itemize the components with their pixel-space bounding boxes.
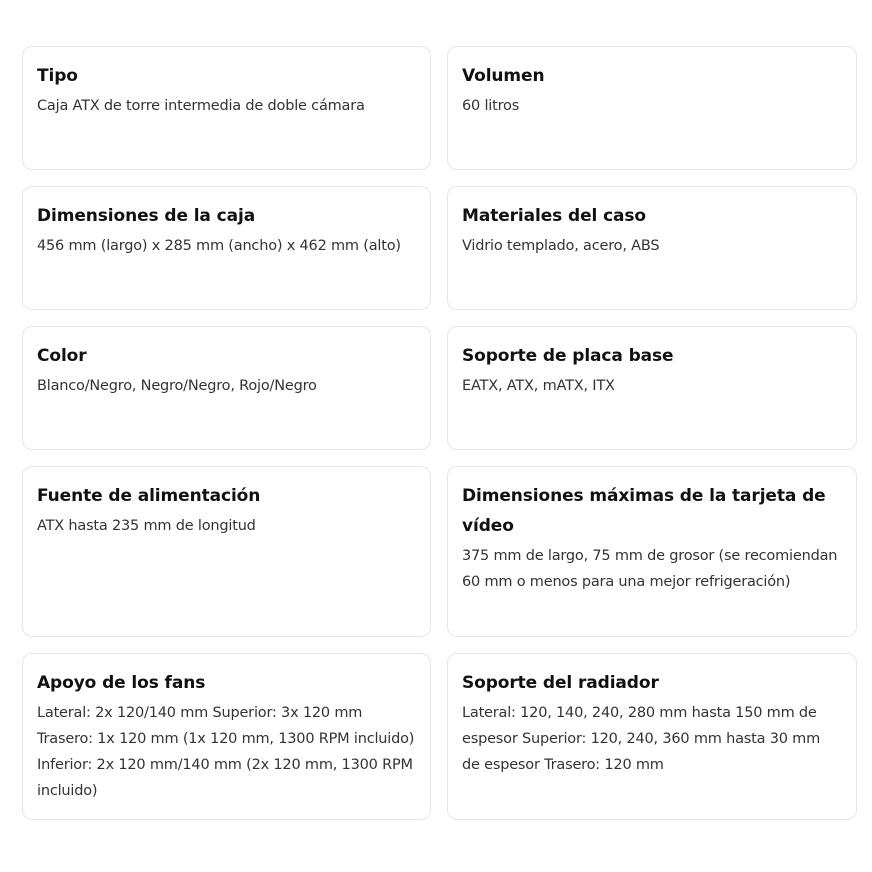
- spec-card-tipo: [22, 46, 431, 170]
- spec-card-placa-base: [447, 326, 857, 450]
- spec-card-radiador: [447, 653, 857, 820]
- spec-title: Materiales del caso: [462, 206, 647, 226]
- spec-title: Soporte de placa base: [462, 346, 674, 366]
- spec-card-fans: [22, 653, 431, 820]
- spec-title: Soporte del radiador: [462, 673, 659, 693]
- spec-value: 456 mm (largo) x 285 mm (ancho) x 462 mm (alto): [37, 238, 401, 254]
- spec-value: Blanco/Negro, Negro/Negro, Rojo/Negro: [37, 378, 317, 394]
- spec-title: Dimensiones de la caja: [37, 206, 256, 226]
- spec-card-color: [22, 326, 431, 450]
- spec-value: Lateral: 2x 120/140 mm Superior: 3x 120 mm Trasero: 1x 120 mm (1x 120 mm, 1300 RPM incluido) Inferior: 2x 120 mm/140 mm (2x 120 mm, 1300 RPM incluido): [37, 705, 415, 799]
- spec-card-dimensiones: [22, 186, 431, 310]
- spec-value: EATX, ATX, mATX, ITX: [462, 378, 615, 394]
- spec-title: Tipo: [37, 66, 78, 86]
- spec-card-volumen: [447, 46, 857, 170]
- spec-value: ATX hasta 235 mm de longitud: [37, 518, 256, 534]
- spec-value: Lateral: 120, 140, 240, 280 mm hasta 150 mm de espesor Superior: 120, 240, 360 mm hasta 30 mm de espesor Trasero: 120 mm: [462, 705, 821, 773]
- spec-title: Volumen: [462, 66, 545, 86]
- spec-card-fuente: [22, 466, 431, 637]
- spec-value: Vidrio templado, acero, ABS: [462, 238, 660, 254]
- spec-card-materiales: [447, 186, 857, 310]
- spec-title: Fuente de alimentación: [37, 486, 261, 506]
- spec-card-tarjeta-video: [447, 466, 857, 637]
- spec-value: 375 mm de largo, 75 mm de grosor (se recomiendan 60 mm o menos para una mejor refrigeración): [462, 548, 838, 590]
- spec-value: Caja ATX de torre intermedia de doble cámara: [37, 98, 365, 114]
- spec-title: Color: [37, 346, 87, 366]
- spec-grid: [22, 46, 857, 820]
- spec-title: Apoyo de los fans: [37, 673, 206, 693]
- spec-title: Dimensiones máximas de la tarjeta de vídeo: [462, 486, 826, 536]
- spec-value: 60 litros: [462, 98, 520, 114]
